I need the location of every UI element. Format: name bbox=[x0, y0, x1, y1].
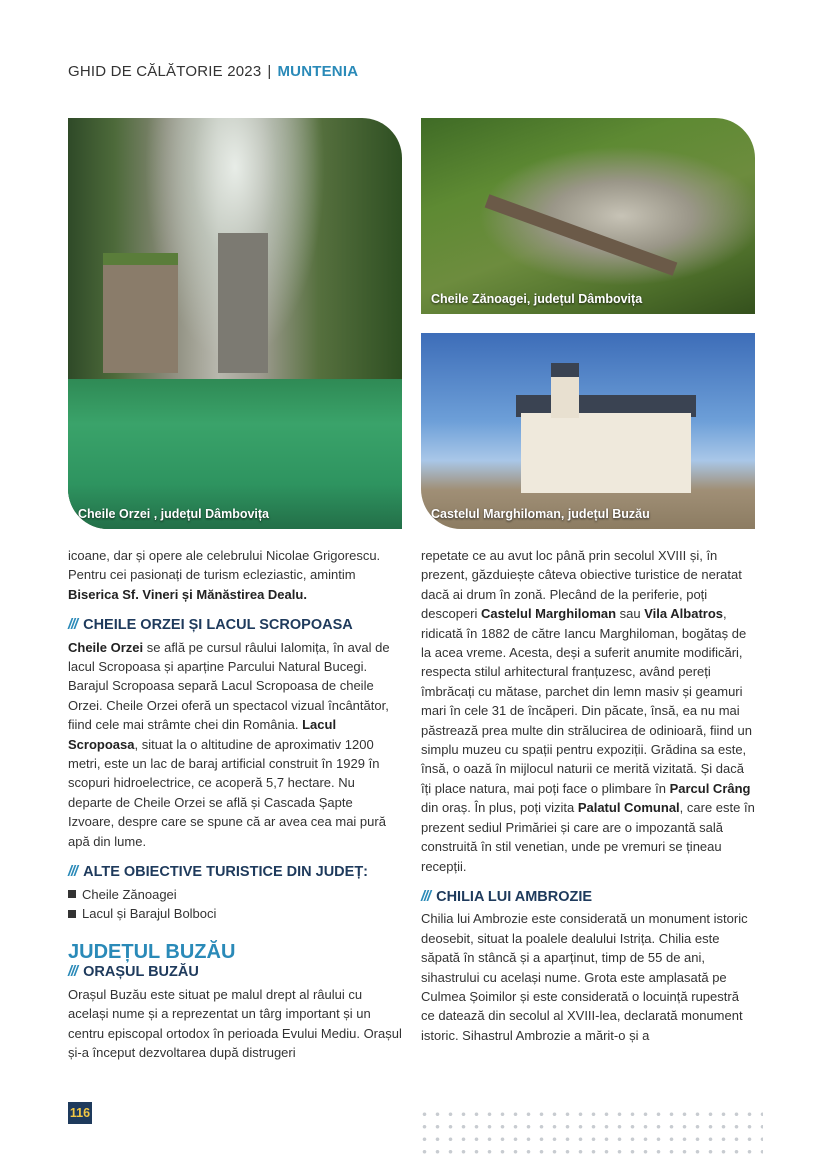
page-number: 116 bbox=[68, 1102, 92, 1124]
intro-highlight: Biserica Sf. Vineri și Mănăstirea Dealu. bbox=[68, 586, 307, 602]
guide-title: GHID DE CĂLĂTORIE 2023 bbox=[68, 63, 262, 80]
right-column bbox=[421, 546, 755, 1045]
section-heading-chilia: /// CHILIA LUI AMBROZIE bbox=[421, 888, 755, 907]
photo-tower-shape bbox=[551, 363, 579, 418]
slash-mark-icon: /// bbox=[68, 864, 78, 881]
running-header bbox=[68, 63, 358, 80]
photo-boardwalk-shape bbox=[485, 194, 678, 276]
slash-mark-icon: /// bbox=[68, 617, 78, 634]
photo-hut-shape bbox=[103, 253, 178, 373]
section-heading-oras: /// ORAȘUL BUZĂU bbox=[68, 963, 402, 982]
square-bullet-icon bbox=[68, 890, 76, 898]
list-item: Lacul și Barajul Bolboci bbox=[68, 904, 402, 923]
photo-cheile-zanoagei bbox=[421, 118, 755, 314]
square-bullet-icon bbox=[68, 910, 76, 918]
photo-building-shape bbox=[521, 413, 691, 493]
slash-mark-icon: /// bbox=[68, 964, 78, 981]
photo-caption: Cheile Orzei , județul Dâmbovița bbox=[78, 507, 270, 521]
decorative-dot-grid bbox=[418, 1108, 763, 1158]
photo-dam-shape bbox=[218, 233, 268, 373]
list-item: Cheile Zănoagei bbox=[68, 885, 402, 904]
buzau-paragraph: repetate ce au avut loc până prin secolul XVIII și, în prezent, găzduiește câteva obiective turistice de neratat dacă ai drum în zonă. Plecând de la periferie, poți descoperi Castelul Marghiloman sau Vila Albatros, ridicată în 1882 de către Iancu Marghiloman, bogătaș de la acea vreme. Acesta, deși a suferit anumite modificări, respecta stilul arhitectural franțuzesc, având pereți îmbrăcați cu mătase, parchet din lemn masiv și geamuri mari în cele 31 de încăperi. Din păcate, însă, ea nu mai păstrează prea multe din strălucirea de odinioară, fiind un simplu muzeu cu spații pentru expoziții. Grădina sa este, însă, o oază în mijlocul naturii ce merită vizitată. Și dacă îți place natura, mai poți face o plimbare în Parcul Crâng din oraș. În plus, poți vizita Palatul Comunal, care este în prezent sediul Primăriei și care are o impozantă sală construită în stil venetian, unde pe vremuri se țineau recepții. bbox=[421, 548, 755, 874]
slash-mark-icon: /// bbox=[421, 888, 431, 905]
county-heading: JUDEȚUL BUZĂU bbox=[68, 941, 236, 964]
photo-caption: Cheile Zănoagei, județul Dâmbovița bbox=[431, 292, 643, 306]
photo-cheile-orzei bbox=[68, 118, 402, 529]
header-separator: | bbox=[267, 63, 272, 80]
orzei-paragraph: Cheile Orzei se află pe cursul râului Ialomița, în aval de lacul Scropoasa și aparține Parcului Natural Bucegi. Barajul Scropoasa separă Lacul Scropoasa de cheile Orzei. Cheile Orzei oferă un spectacol vizual încântător, fiind cele mai strâmte chei din România. Lacul Scropoasa, situat la o altitudine de aproximativ 1200 metri, este un lac de baraj artificial construit în 1929 în scopuri hidroelectrice, ce acoperă 5,7 hectare. Nu departe de Cheile Orzei se află și Cascada Șapte Izvoare, despre care se spune că ar avea cea mai pură apă din lume. bbox=[68, 639, 390, 849]
left-column bbox=[68, 546, 402, 1062]
chilia-paragraph: Chilia lui Ambrozie este considerată un monument istoric deosebit, situat la poalele dealului Istrița. Chilia este săpată în stâncă și a aparținut, timp de 55 de ani, sihastrului cu același nume. Grota este amplasată pe Culmea Șoimilor și este considerată o locuință rupestră ce datează din secolul al XVIII-lea, declarată monument istoric. Sihastrul Ambrozie a mărit-o și a bbox=[421, 911, 748, 1043]
section-heading-alte-obiective: /// ALTE OBIECTIVE TURISTICE DIN JUDEȚ: bbox=[68, 863, 402, 882]
photo-caption: Castelul Marghiloman, județul Buzău bbox=[431, 507, 650, 521]
oras-paragraph: Orașul Buzău este situat pe malul drept al râului cu același nume și a reprezentat un târg important și un centru episcopal ortodox în perioada Evului Mediu. Orașul și-a început dezvoltarea după distrugeri bbox=[68, 986, 402, 1060]
region-name: MUNTENIA bbox=[277, 63, 359, 80]
photo-castelul-marghiloman bbox=[421, 333, 755, 529]
section-heading-orzei: /// CHEILE ORZEI ȘI LACUL SCROPOASA bbox=[68, 616, 402, 635]
intro-paragraph: icoane, dar și opere ale celebrului Nicolae Grigorescu. Pentru cei pasionați de turism ecleziastic, amintim Biserica Sf. Vineri și Mănăstirea Dealu. bbox=[68, 548, 381, 602]
